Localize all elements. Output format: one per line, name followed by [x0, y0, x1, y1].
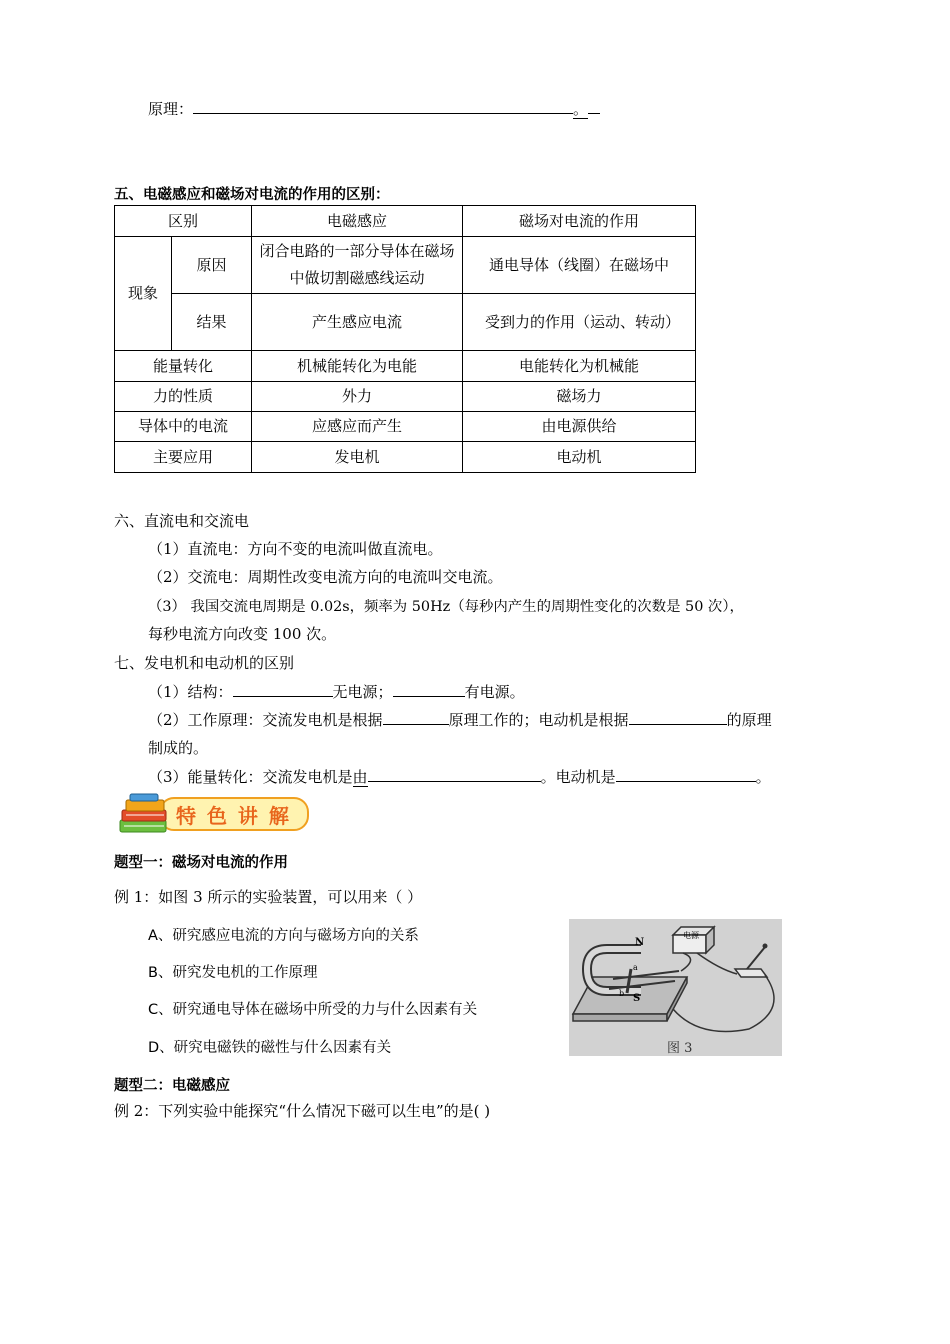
figure-3 [569, 919, 782, 1056]
row-label-cell: 主要应用 [115, 442, 252, 473]
energy-blank-1[interactable] [368, 765, 541, 782]
section6-item3: （3） 我国交流电周期是 0.02s，频率为 50Hz（每秒内产生的周期性变化的次数是 50 次）， [148, 599, 744, 615]
row-em-cell: 外力 [252, 382, 463, 412]
cause-force-cell: 通电导体（线圈）在磁场中 [463, 237, 696, 294]
option-d[interactable]: D、研究电磁铁的磁性与什么因素有关 [148, 1040, 392, 1056]
table-header-cell: 磁场对电流的作用 [463, 206, 696, 237]
power-label: 电源 [683, 931, 699, 940]
principle-label: 原理： [148, 100, 194, 118]
principle-tail [588, 97, 600, 114]
row-force-cell: 电能转化为机械能 [463, 351, 696, 382]
section6-heading: 六、直流电和交流电 [114, 512, 250, 530]
s3-mid: 。电动机是 [540, 768, 616, 786]
s2-end: 的原理 [726, 711, 772, 729]
option-b[interactable]: B、研究发电机的工作原理 [148, 965, 318, 981]
result-em-cell: 产生感应电流 [252, 294, 463, 351]
principle-blank-1[interactable] [383, 708, 449, 725]
figure-caption: 图 3 [667, 1041, 693, 1056]
pole-n-label: N [635, 937, 645, 948]
table-header-cell: 电磁感应 [252, 206, 463, 237]
table-header-cell: 区别 [115, 206, 252, 237]
rod-b-label: b [619, 989, 625, 998]
s2-mid: 原理工作的；电动机是根据 [448, 711, 629, 729]
principle-blank-2[interactable] [629, 708, 727, 725]
type1-heading: 题型一：磁场对电流的作用 [114, 855, 288, 871]
s1-prefix: （1）结构： [148, 683, 233, 701]
table-row [115, 351, 696, 382]
s1-end: 有电源。 [464, 683, 525, 701]
row-force-cell: 电动机 [463, 442, 696, 473]
section7-heading: 七、发电机和电动机的区别 [114, 654, 295, 672]
row-label-cell: 力的性质 [115, 382, 252, 412]
section6-item1: （1）直流电：方向不变的电流叫做直流电。 [148, 540, 443, 558]
cause-em-cell: 闭合电路的一部分导体在磁场中做切割磁感线运动 [252, 237, 463, 294]
table-row [115, 412, 696, 442]
row-em-cell: 发电机 [252, 442, 463, 473]
table-row [115, 382, 696, 412]
s2-prefix: （2）工作原理：交流发电机是根据 [148, 711, 383, 729]
section7-item2 [148, 708, 772, 730]
energy-blank-2[interactable] [616, 765, 756, 782]
type2-question: 例 2：下列实验中能探究“什么情况下磁可以生电”的是( ) [114, 1102, 491, 1120]
section5-heading: 五、电磁感应和磁场对电流的作用的区别： [114, 187, 390, 203]
badge-label: 特 色 讲 解 [176, 804, 291, 828]
result-label-cell: 结果 [172, 294, 252, 351]
principle-line [148, 97, 600, 119]
section6-item2: （2）交流电：周期性改变电流方向的电流叫交电流。 [148, 568, 503, 586]
table-row-cause [115, 237, 696, 294]
section6-item3-cont: 每秒电流方向改变 100 次。 [148, 625, 337, 643]
result-force-cell: 受到力的作用（运动、转动） [463, 294, 696, 351]
row-label-cell: 能量转化 [115, 351, 252, 382]
feature-badge [116, 790, 310, 838]
section7-item3 [148, 765, 771, 787]
comparison-table [114, 205, 696, 473]
row-force-cell: 由电源供给 [463, 412, 696, 442]
structure-blank-2[interactable] [393, 680, 465, 697]
section7-item2-cont: 制成的。 [148, 739, 209, 757]
s1-mid: 无电源； [332, 683, 393, 701]
table-header-row [115, 206, 696, 237]
s3-prefix: （3）能量转化：交流发电机是 [148, 768, 353, 786]
cause-label-cell: 原因 [172, 237, 252, 294]
principle-end: 。 [573, 100, 589, 118]
option-a[interactable]: A、研究感应电流的方向与磁场方向的关系 [148, 928, 419, 944]
row-force-cell: 磁场力 [463, 382, 696, 412]
type2-heading: 题型二：电磁感应 [114, 1078, 230, 1094]
table-row [115, 442, 696, 473]
row-em-cell: 机械能转化为电能 [252, 351, 463, 382]
type1-question: 例 1：如图 3 所示的实验装置，可以用来（ ） [114, 888, 423, 906]
structure-blank-1[interactable] [233, 680, 333, 697]
s3-end: 。 [755, 768, 771, 786]
pole-s-label: S [633, 993, 641, 1004]
phenomenon-cell: 现象 [115, 237, 172, 351]
section7-item1 [148, 680, 525, 702]
s3-underlined: 由 [352, 768, 368, 786]
row-em-cell: 应感应而产生 [252, 412, 463, 442]
option-c[interactable]: C、研究通电导体在磁场中所受的力与什么因素有关 [148, 1002, 478, 1018]
experiment-apparatus-image [569, 919, 782, 1056]
rod-a-label: a [633, 963, 638, 972]
row-label-cell: 导体中的电流 [115, 412, 252, 442]
table-row-result [115, 294, 696, 351]
principle-blank[interactable] [193, 97, 573, 114]
